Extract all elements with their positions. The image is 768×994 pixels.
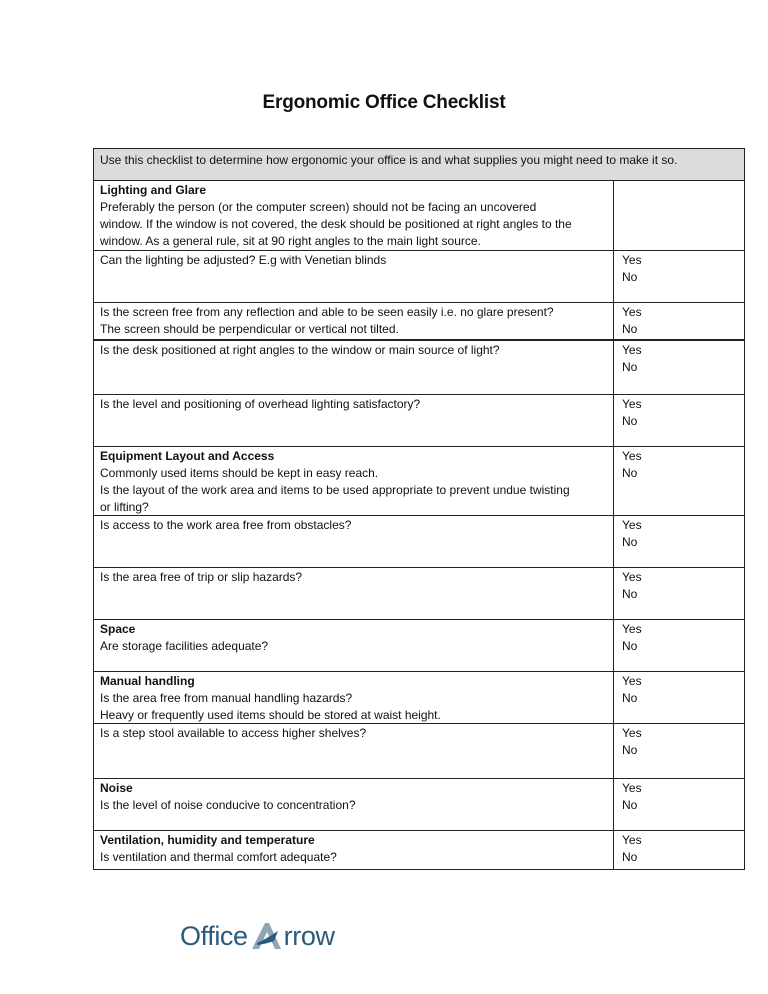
question-cell (94, 831, 613, 869)
answer-no[interactable]: No (622, 850, 638, 864)
answer-no[interactable]: No (622, 270, 638, 284)
answer-cell (613, 303, 744, 339)
section-heading: Lighting and Glare (100, 183, 207, 197)
question-cell (94, 181, 613, 250)
answer-yes[interactable]: Yes (622, 305, 642, 319)
question-text: Is the area free of trip or slip hazards? (100, 570, 303, 584)
table-row (94, 181, 744, 251)
table-row (94, 724, 744, 779)
question-text: Is ventilation and thermal comfort adequate? (100, 850, 337, 864)
answer-cell (613, 447, 744, 515)
answer-yes[interactable]: Yes (622, 674, 642, 688)
question-text: window. As a general rule, sit at 90 right angles to the main light source. (100, 234, 481, 248)
question-text: Is the area free from manual handling hazards? (100, 691, 353, 705)
question-cell (94, 779, 613, 830)
question-cell (94, 303, 613, 339)
question-text: or lifting? (100, 500, 149, 514)
table-row (94, 303, 744, 341)
answer-no[interactable]: No (622, 798, 638, 812)
table-row (94, 620, 744, 672)
question-cell (94, 620, 613, 671)
table-row (94, 251, 744, 303)
logo-text-office: Office (180, 920, 248, 951)
question-text: Can the lighting be adjusted? E.g with Venetian blinds (100, 253, 387, 267)
question-text: Are storage facilities adequate? (100, 639, 269, 653)
table-row (94, 779, 744, 831)
question-cell (94, 516, 613, 567)
answer-yes[interactable]: Yes (622, 833, 642, 847)
answer-cell (613, 251, 744, 302)
answer-no[interactable]: No (622, 414, 638, 428)
question-text: Is a step stool available to access higher shelves? (100, 726, 367, 740)
logo-text-rrow: rrow (283, 920, 335, 951)
answer-yes[interactable]: Yes (622, 518, 642, 532)
answer-cell (613, 568, 744, 619)
answer-yes[interactable]: Yes (622, 449, 642, 463)
question-cell (94, 568, 613, 619)
answer-no[interactable]: No (622, 691, 638, 705)
question-cell (94, 341, 613, 394)
question-text: Is the layout of the work area and items to be used appropriate to prevent undue twisting (100, 483, 570, 497)
table-row (94, 395, 744, 447)
answer-yes[interactable]: Yes (622, 726, 642, 740)
answer-no[interactable]: No (622, 466, 638, 480)
checklist-table (93, 148, 745, 870)
question-cell (94, 395, 613, 446)
page-title: Ergonomic Office Checklist (262, 92, 506, 113)
answer-cell (613, 341, 744, 394)
question-cell (94, 251, 613, 302)
intro-text: Use this checklist to determine how ergonomic your office is and what supplies you might need to make it so. (94, 149, 744, 181)
answer-cell (613, 395, 744, 446)
question-text: Is access to the work area free from obstacles? (100, 518, 352, 532)
answer-yes[interactable]: Yes (622, 622, 642, 636)
question-text: window. If the window is not covered, the desk should be positioned at right angles to the (100, 217, 572, 231)
table-row (94, 516, 744, 568)
answer-cell (613, 724, 744, 778)
question-text: Is the level of noise conducive to concentration? (100, 798, 356, 812)
answer-cell (613, 672, 744, 723)
question-cell (94, 447, 613, 515)
question-text: Is the screen free from any reflection and able to be seen easily i.e. no glare present? (100, 305, 554, 319)
answer-no[interactable]: No (622, 587, 638, 601)
answer-no[interactable]: No (622, 535, 638, 549)
answer-yes[interactable]: Yes (622, 781, 642, 795)
answer-yes[interactable]: Yes (622, 253, 642, 267)
answer-no[interactable]: No (622, 322, 638, 336)
section-heading: Noise (100, 781, 133, 795)
question-text: Is the desk positioned at right angles to the window or main source of light? (100, 343, 500, 357)
question-text: Preferably the person (or the computer screen) should not be facing an uncovered (100, 200, 537, 214)
office-arrow-logo (180, 916, 335, 956)
question-text: The screen should be perpendicular or vertical not tilted. (100, 322, 399, 336)
answer-cell (613, 779, 744, 830)
answer-cell (613, 831, 744, 869)
answer-yes[interactable]: Yes (622, 570, 642, 584)
arrow-logo-icon (248, 919, 284, 953)
table-row (94, 672, 744, 724)
answer-no[interactable]: No (622, 743, 638, 757)
table-row (94, 831, 744, 869)
answer-no[interactable]: No (622, 639, 638, 653)
answer-cell (613, 181, 744, 250)
answer-cell (613, 516, 744, 567)
table-row (94, 341, 744, 395)
section-heading: Space (100, 622, 136, 636)
section-heading: Ventilation, humidity and temperature (100, 833, 315, 847)
section-heading: Manual handling (100, 674, 195, 688)
table-row (94, 447, 744, 516)
question-cell (94, 672, 613, 723)
answer-yes[interactable]: Yes (622, 343, 642, 357)
question-text: Commonly used items should be kept in easy reach. (100, 466, 379, 480)
section-heading: Equipment Layout and Access (100, 449, 275, 463)
answer-no[interactable]: No (622, 360, 638, 374)
question-cell (94, 724, 613, 778)
question-text: Is the level and positioning of overhead lighting satisfactory? (100, 397, 421, 411)
table-row (94, 568, 744, 620)
answer-cell (613, 620, 744, 671)
answer-yes[interactable]: Yes (622, 397, 642, 411)
question-text: Heavy or frequently used items should be stored at waist height. (100, 708, 441, 722)
